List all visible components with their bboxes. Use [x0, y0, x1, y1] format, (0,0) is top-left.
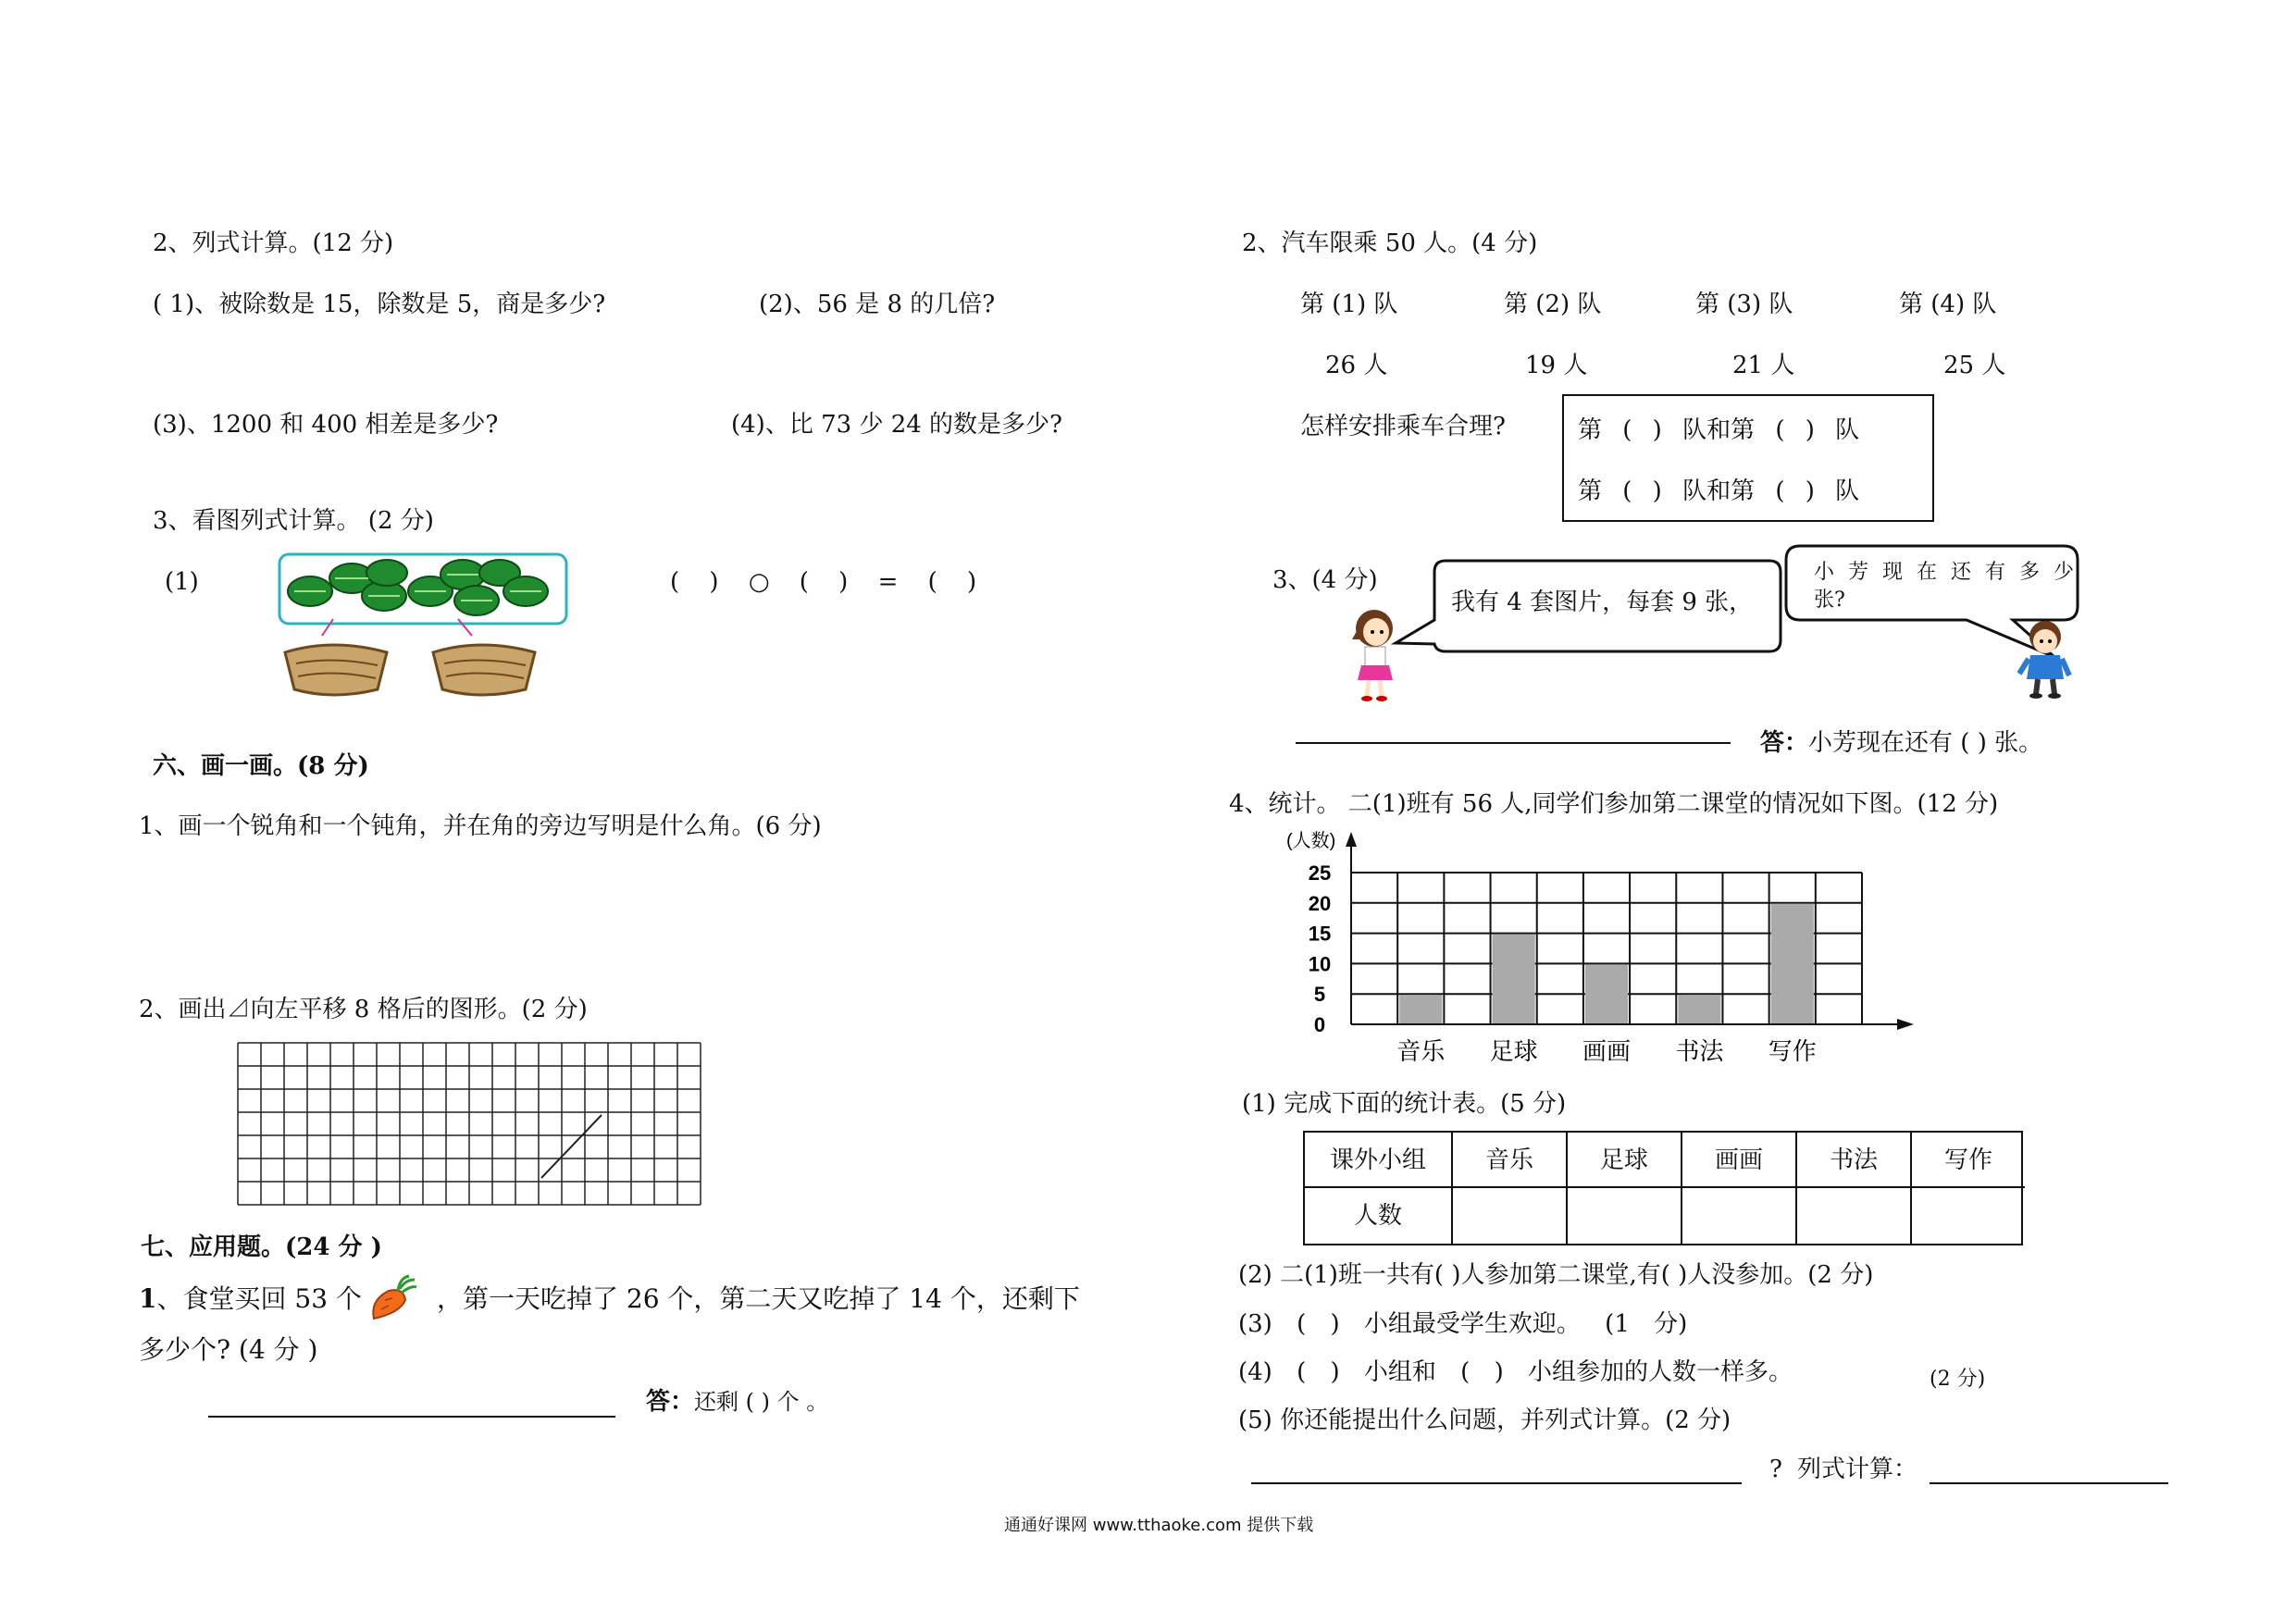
- calculation-line[interactable]: [1930, 1482, 2168, 1484]
- r-q4-title: 4、统计。 二(1)班有 56 人,同学们参加第二课堂的情况如下图。(12 分): [1229, 790, 1999, 818]
- q4-sub4-score: (2 分): [1930, 1368, 1986, 1391]
- arrangement-line-1[interactable]: 第 ( ) 队和第 ( ) 队: [1578, 416, 1860, 444]
- chart-y-axis-label: (人数): [1286, 831, 1336, 851]
- section-6-title: 六、画一画。(8 分): [153, 752, 369, 780]
- q4-last-label: 列式计算：: [1797, 1456, 1918, 1483]
- chart-y-tick-5: 5: [1313, 983, 1326, 1007]
- team-2-name: 第 (2) 队: [1504, 291, 1602, 318]
- q2-title: 2、列式计算。(12 分): [153, 229, 394, 257]
- chart-y-tick-10: 10: [1308, 952, 1332, 976]
- table-cell-4[interactable]: [1797, 1188, 1912, 1244]
- team-4-name: 第 (4) 队: [1899, 291, 1997, 318]
- chart-x-label-4: 书法: [1675, 1038, 1724, 1066]
- q4-sub4: (4) ( ) 小组和 ( ) 小组参加的人数一样多。: [1238, 1358, 1793, 1386]
- table-header-3: 足球: [1568, 1133, 1682, 1188]
- table-cell-1[interactable]: [1453, 1188, 1568, 1244]
- team-1-people: 26 人: [1325, 352, 1388, 379]
- question-line[interactable]: [1251, 1482, 1742, 1484]
- team-2-people: 19 人: [1525, 352, 1588, 379]
- carrot-icon: [363, 1272, 418, 1328]
- chart-y-tick-20: 20: [1308, 891, 1332, 915]
- table-row-label: 人数: [1305, 1188, 1453, 1244]
- team-4-people: 25 人: [1943, 352, 2006, 379]
- table-header-2: 音乐: [1453, 1133, 1568, 1188]
- chart-x-label-2: 足球: [1489, 1038, 1538, 1066]
- chart-x-arrow: [1897, 1019, 1914, 1030]
- bar-chart: [1277, 828, 1943, 1069]
- team-3-name: 第 (3) 队: [1695, 291, 1793, 318]
- answer-line-left[interactable]: [208, 1416, 615, 1418]
- table-header-4: 画画: [1682, 1133, 1797, 1188]
- q4-last-question-mark: ?: [1769, 1456, 1782, 1483]
- q3-formula: ( ) ○ ( ) = ( ): [670, 568, 977, 596]
- q3-label: (1): [165, 568, 199, 596]
- q4-sub5: (5) 你还能提出什么问题，并列式计算。(2 分): [1238, 1406, 1731, 1434]
- translation-grid: [236, 1041, 703, 1208]
- section-6-q1: 1、画一个锐角和一个钝角，并在角的旁边写明是什么角。(6 分): [139, 812, 822, 840]
- answer-text: 还剩 ( ) 个 。: [694, 1389, 829, 1415]
- r-q3-title: 3、(4 分): [1272, 566, 1378, 594]
- chart-x-label-5: 写作: [1768, 1038, 1817, 1066]
- chart-y-tick-0: 0: [1313, 1013, 1326, 1036]
- table-header-6: 写作: [1912, 1133, 2025, 1188]
- answer-line-right[interactable]: [1296, 742, 1731, 744]
- section-6-q2: 2、画出⊿向左平移 8 格后的图形。(2 分): [139, 996, 588, 1023]
- q4-sub1: (1) 完成下面的统计表。(5 分): [1242, 1090, 1567, 1118]
- watermelon-picture: [278, 552, 574, 700]
- section-7-q1-text-c: 多少个? (4 分 ): [139, 1334, 318, 1365]
- chart-bar-2: [1493, 935, 1535, 1023]
- table-cell-5[interactable]: [1912, 1188, 2025, 1244]
- r-answer-label: 答：: [1760, 729, 1809, 757]
- boy-figure: [2017, 618, 2073, 701]
- chart-x-label-3: 画画: [1582, 1038, 1632, 1066]
- chart-bar-4: [1678, 995, 1720, 1023]
- q2-item-2: (2)、56 是 8 的几倍?: [759, 291, 996, 318]
- table-cell-2[interactable]: [1568, 1188, 1682, 1244]
- section-7-q1-text-b: ，第一天吃掉了 26 个，第二天又吃掉了 14 个，还剩下: [437, 1283, 1080, 1314]
- bubble-right-line1: 小 芳 现 在 还 有 多 少: [1814, 561, 2078, 584]
- bubble-right-line2: 张?: [1814, 588, 1845, 612]
- r-q2-question: 怎样安排乘车合理?: [1300, 413, 1506, 440]
- r-q3-answer: [1760, 731, 2042, 755]
- section-7-title: 七、应用题。(24 分 ): [141, 1233, 382, 1261]
- q4-sub3: (3) ( ) 小组最受学生欢迎。 (1 分): [1238, 1310, 1688, 1338]
- q2-item-1: ( 1)、被除数是 15，除数是 5，商是多少?: [153, 291, 606, 318]
- section-7-answer: [646, 1390, 828, 1414]
- table-header-1: 课外小组: [1305, 1133, 1453, 1188]
- chart-bar-3: [1585, 964, 1628, 1023]
- r-answer-text: 小芳现在还有 ( ) 张。: [1808, 729, 2043, 757]
- q2-item-3: (3)、1200 和 400 相差是多少?: [153, 411, 499, 439]
- r-q2-title: 2、汽车限乘 50 人。(4 分): [1242, 229, 1538, 257]
- section-7-q1-line1: [139, 1283, 362, 1314]
- section-7-q1-number: 1: [139, 1283, 157, 1314]
- answer-label: 答：: [646, 1388, 695, 1416]
- statistics-table: [1303, 1131, 2023, 1245]
- arrangement-line-2[interactable]: 第 ( ) 队和第 ( ) 队: [1578, 477, 1860, 505]
- team-1-name: 第 (1) 队: [1300, 291, 1398, 318]
- q2-item-4: (4)、比 73 少 24 的数是多少?: [731, 411, 1062, 439]
- footer: 通通好课网 www.tthaoke.com 提供下载: [1004, 1516, 1314, 1535]
- q3-title: 3、看图列式计算。 (2 分): [153, 507, 434, 535]
- chart-x-label-1: 音乐: [1396, 1038, 1446, 1066]
- table-cell-3[interactable]: [1682, 1188, 1797, 1244]
- chart-y-tick-25: 25: [1308, 861, 1332, 885]
- chart-y-tick-15: 15: [1308, 922, 1332, 946]
- table-header-5: 书法: [1797, 1133, 1912, 1188]
- section-7-q1-text-a: 、食堂买回 53 个: [156, 1283, 362, 1314]
- bubble-left-text: 我有 4 套图片，每套 9 张，: [1451, 588, 1754, 616]
- chart-bar-1: [1399, 995, 1442, 1023]
- chart-bar-5: [1771, 904, 1814, 1023]
- q4-sub2: (2) 二(1)班一共有( )人参加第二课堂,有( )人没参加。(2 分): [1238, 1261, 1874, 1289]
- team-3-people: 21 人: [1732, 352, 1795, 379]
- chart-y-arrow: [1346, 832, 1357, 847]
